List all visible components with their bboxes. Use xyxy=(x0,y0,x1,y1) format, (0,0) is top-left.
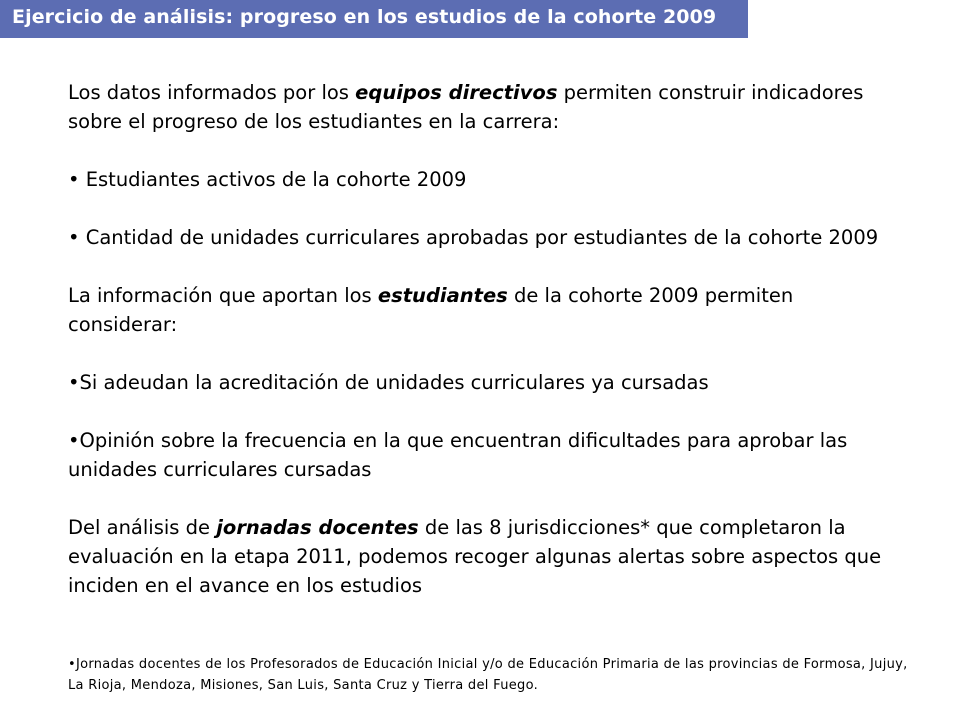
title-bar xyxy=(0,0,748,38)
paragraph-estudiantes-text-end: de la cohorte 2009 permiten considerar: xyxy=(68,284,794,336)
emphasis-estudiantes: estudiantes xyxy=(377,284,508,307)
paragraph-estudiantes-text-start: La información que aportan los xyxy=(68,284,378,307)
spacer xyxy=(68,252,908,281)
paragraph-directivos-text-start: Los datos informados por los xyxy=(68,81,356,104)
paragraph-directivos-text-end: permiten construir indicadores sobre el progreso de los estudiantes en la carrera: xyxy=(68,81,864,133)
paragraph-jornadas-text-start: Del análisis de xyxy=(68,516,217,539)
bullet-item: •Opinión sobre la frecuencia en la que encuentran dificultades para aprobar las unidades curriculares cursadas xyxy=(68,429,848,481)
slide-body xyxy=(68,78,908,600)
spacer xyxy=(68,397,908,426)
footnote: •Jornadas docentes de los Profesorados de Educación Inicial y/o de Educación Primaria de las provincias de Formosa, Jujuy, La Rioja, Mendoza, Misiones, San Luis, Santa Cruz y Tierra del Fuego. xyxy=(68,657,908,693)
bullet-item: • Cantidad de unidades curriculares aprobadas por estudiantes de la cohorte 2009 xyxy=(68,226,879,249)
bullet-item: •Si adeudan la acreditación de unidades curriculares ya cursadas xyxy=(68,371,709,394)
page-title: Ejercicio de análisis: progreso en los estudios de la cohorte 2009 xyxy=(12,6,717,28)
paragraph-jornadas-text-end: de las 8 jurisdicciones* que completaron la evaluación en la etapa 2011, podemos recoger algunas alertas sobre aspectos que inciden en el avance en los estudios xyxy=(68,516,882,597)
spacer xyxy=(68,194,908,223)
spacer xyxy=(68,484,908,513)
paragraph-estudiantes xyxy=(68,281,908,339)
paragraph-jornadas xyxy=(68,513,908,600)
paragraph-directivos xyxy=(68,78,908,136)
emphasis-equipos-directivos: equipos directivos xyxy=(355,81,558,104)
emphasis-jornadas-docentes: jornadas docentes xyxy=(216,516,419,539)
bullet-item: • Estudiantes activos de la cohorte 2009 xyxy=(68,168,467,191)
spacer xyxy=(68,339,908,368)
spacer xyxy=(68,136,908,165)
